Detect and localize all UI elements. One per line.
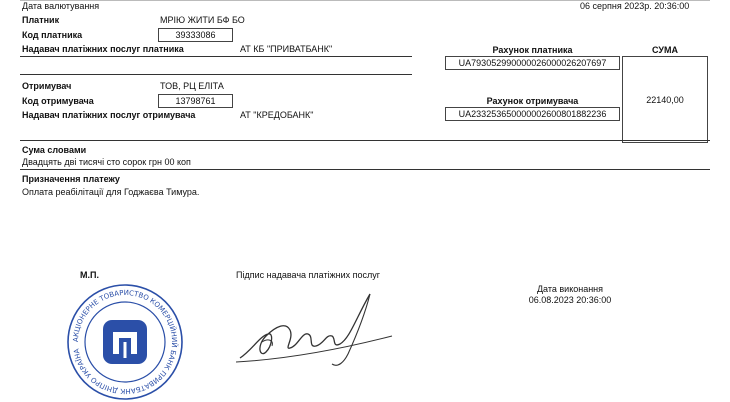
currency-date-label: Дата валютування [22,1,100,11]
signature-label: Підпис надавача платіжних послуг [236,270,381,280]
recipient-name: ТОВ, РЦ ЕЛІТА [160,81,224,91]
payer-divider [20,56,412,57]
stamp-ring-text: АКЦІОНЕРНЕ ТОВАРИСТВО КОМЕРЦІЙНИЙ БАНК ПРИВАТБАНК ДНІПРО УКРАЇНА [71,288,179,396]
signature-icon [232,288,412,378]
section-divider [20,74,412,75]
purpose-value: Оплата реабілітації для Годжаєва Тимура. [22,187,200,197]
recipient-label: Отримувач [22,81,72,91]
amount-label: СУМА [652,45,678,55]
payer-label: Платник [22,15,60,25]
recipient-account-box: UA233253650000002600801882236 [445,107,620,121]
amount-box [622,56,708,143]
words-divider [20,169,710,170]
recipient-bank-label: Надавач платіжних послуг отримувача [22,110,196,120]
amount-words-label: Сума словами [22,145,87,155]
stamp-label: М.П. [80,270,99,280]
payer-account-label: Рахунок платника [492,45,573,55]
payer-bank-name: АТ КБ "ПРИВАТБАНК" [240,44,333,54]
recipient-divider [20,140,710,141]
payer-name: МРІЮ ЖИТИ БФ БО [160,15,245,25]
payer-code-label: Код платника [22,30,83,40]
execution-date-label: Дата виконання [536,284,604,294]
recipient-bank-name: АТ "КРЕДОБАНК" [240,110,314,120]
amount-words-value: Двадцять дві тисячі сто сорок грн 00 коп [22,157,191,167]
amount-value: 22140,00 [646,94,684,105]
payer-code-box: 39333086 [158,28,233,42]
execution-date-value: 06.08.2023 20:36:00 [528,295,612,305]
payer-account-box: UA793052990000026000026207697 [445,56,620,70]
document-datetime: 06 серпня 2023р. 20:36:00 [580,1,690,11]
recipient-code-label: Код отримувача [22,96,94,106]
privatbank-logo-icon [103,320,147,364]
purpose-label: Призначення платежу [22,174,120,184]
recipient-code-box: 13798761 [158,94,233,108]
bank-stamp [65,282,185,402]
payer-bank-label: Надавач платіжних послуг платника [22,44,184,54]
recipient-account-label: Рахунок отримувача [486,96,579,106]
